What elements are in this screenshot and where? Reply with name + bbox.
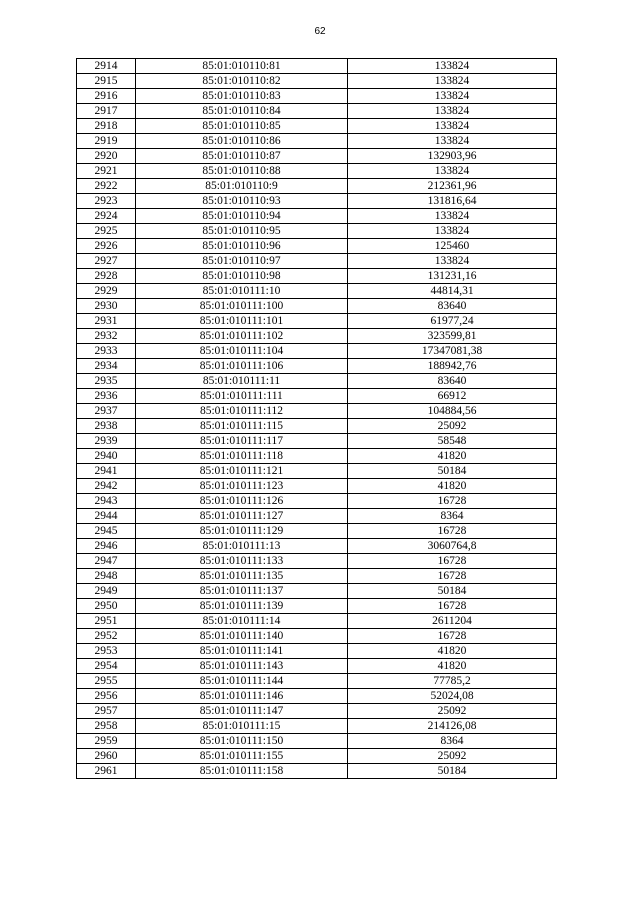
table-row bbox=[77, 734, 557, 749]
row-number-cell: 2937 bbox=[77, 404, 136, 419]
row-number-cell: 2929 bbox=[77, 284, 136, 299]
cadastral-value-cell: 16728 bbox=[348, 494, 557, 509]
table-row bbox=[77, 389, 557, 404]
row-number-cell: 2947 bbox=[77, 554, 136, 569]
row-number-cell: 2946 bbox=[77, 539, 136, 554]
cadastral-value-cell: 16728 bbox=[348, 569, 557, 584]
row-number-cell: 2915 bbox=[77, 74, 136, 89]
cadastral-value-cell: 25092 bbox=[348, 704, 557, 719]
table-row bbox=[77, 179, 557, 194]
row-number-cell: 2939 bbox=[77, 434, 136, 449]
row-number-cell: 2949 bbox=[77, 584, 136, 599]
table-row bbox=[77, 584, 557, 599]
cadastral-number-cell: 85:01:010110:85 bbox=[136, 119, 348, 134]
cadastral-value-cell: 188942,76 bbox=[348, 359, 557, 374]
cadastral-number-cell: 85:01:010111:155 bbox=[136, 749, 348, 764]
cadastral-value-cell: 133824 bbox=[348, 89, 557, 104]
row-number-cell: 2931 bbox=[77, 314, 136, 329]
row-number-cell: 2930 bbox=[77, 299, 136, 314]
table-row bbox=[77, 344, 557, 359]
cadastral-number-cell: 85:01:010110:81 bbox=[136, 59, 348, 74]
row-number-cell: 2941 bbox=[77, 464, 136, 479]
table-row bbox=[77, 74, 557, 89]
table-row bbox=[77, 659, 557, 674]
row-number-cell: 2924 bbox=[77, 209, 136, 224]
cadastral-number-cell: 85:01:010111:123 bbox=[136, 479, 348, 494]
cadastral-value-cell: 25092 bbox=[348, 419, 557, 434]
cadastral-number-cell: 85:01:010110:94 bbox=[136, 209, 348, 224]
table-row bbox=[77, 764, 557, 779]
table-row bbox=[77, 104, 557, 119]
table-row bbox=[77, 494, 557, 509]
table-row bbox=[77, 689, 557, 704]
cadastral-value-cell: 8364 bbox=[348, 509, 557, 524]
table-row bbox=[77, 164, 557, 179]
row-number-cell: 2955 bbox=[77, 674, 136, 689]
row-number-cell: 2940 bbox=[77, 449, 136, 464]
table-row bbox=[77, 359, 557, 374]
row-number-cell: 2919 bbox=[77, 134, 136, 149]
cadastral-number-cell: 85:01:010111:118 bbox=[136, 449, 348, 464]
cadastral-value-cell: 133824 bbox=[348, 224, 557, 239]
cadastral-value-cell: 16728 bbox=[348, 629, 557, 644]
row-number-cell: 2918 bbox=[77, 119, 136, 134]
table-body bbox=[77, 59, 557, 779]
cadastral-number-cell: 85:01:010111:115 bbox=[136, 419, 348, 434]
table-row bbox=[77, 329, 557, 344]
cadastral-number-cell: 85:01:010111:129 bbox=[136, 524, 348, 539]
row-number-cell: 2917 bbox=[77, 104, 136, 119]
cadastral-value-table bbox=[76, 58, 557, 779]
cadastral-value-cell: 41820 bbox=[348, 479, 557, 494]
table-row bbox=[77, 404, 557, 419]
cadastral-value-cell: 41820 bbox=[348, 449, 557, 464]
cadastral-number-cell: 85:01:010111:146 bbox=[136, 689, 348, 704]
cadastral-value-cell: 50184 bbox=[348, 464, 557, 479]
cadastral-value-cell: 3060764,8 bbox=[348, 539, 557, 554]
cadastral-number-cell: 85:01:010111:14 bbox=[136, 614, 348, 629]
table-row bbox=[77, 119, 557, 134]
cadastral-number-cell: 85:01:010111:101 bbox=[136, 314, 348, 329]
row-number-cell: 2923 bbox=[77, 194, 136, 209]
cadastral-number-cell: 85:01:010110:83 bbox=[136, 89, 348, 104]
table-row bbox=[77, 599, 557, 614]
cadastral-value-cell: 131231,16 bbox=[348, 269, 557, 284]
row-number-cell: 2951 bbox=[77, 614, 136, 629]
cadastral-value-cell: 58548 bbox=[348, 434, 557, 449]
cadastral-number-cell: 85:01:010111:121 bbox=[136, 464, 348, 479]
row-number-cell: 2952 bbox=[77, 629, 136, 644]
cadastral-value-cell: 50184 bbox=[348, 764, 557, 779]
table-row bbox=[77, 464, 557, 479]
cadastral-value-cell: 212361,96 bbox=[348, 179, 557, 194]
cadastral-number-cell: 85:01:010110:87 bbox=[136, 149, 348, 164]
row-number-cell: 2916 bbox=[77, 89, 136, 104]
table-row bbox=[77, 149, 557, 164]
cadastral-value-cell: 323599,81 bbox=[348, 329, 557, 344]
table-row bbox=[77, 509, 557, 524]
row-number-cell: 2936 bbox=[77, 389, 136, 404]
cadastral-value-cell: 17347081,38 bbox=[348, 344, 557, 359]
row-number-cell: 2920 bbox=[77, 149, 136, 164]
table-row bbox=[77, 539, 557, 554]
cadastral-value-cell: 41820 bbox=[348, 659, 557, 674]
row-number-cell: 2956 bbox=[77, 689, 136, 704]
row-number-cell: 2948 bbox=[77, 569, 136, 584]
cadastral-number-cell: 85:01:010111:117 bbox=[136, 434, 348, 449]
cadastral-number-cell: 85:01:010111:15 bbox=[136, 719, 348, 734]
row-number-cell: 2927 bbox=[77, 254, 136, 269]
table-row bbox=[77, 299, 557, 314]
cadastral-number-cell: 85:01:010111:100 bbox=[136, 299, 348, 314]
cadastral-number-cell: 85:01:010111:13 bbox=[136, 539, 348, 554]
cadastral-number-cell: 85:01:010110:98 bbox=[136, 269, 348, 284]
cadastral-number-cell: 85:01:010111:133 bbox=[136, 554, 348, 569]
cadastral-number-cell: 85:01:010111:139 bbox=[136, 599, 348, 614]
cadastral-number-cell: 85:01:010110:93 bbox=[136, 194, 348, 209]
cadastral-value-cell: 125460 bbox=[348, 239, 557, 254]
table-row bbox=[77, 134, 557, 149]
cadastral-number-cell: 85:01:010110:88 bbox=[136, 164, 348, 179]
page-number: 62 bbox=[314, 26, 326, 37]
cadastral-number-cell: 85:01:010111:135 bbox=[136, 569, 348, 584]
cadastral-value-cell: 133824 bbox=[348, 74, 557, 89]
cadastral-value-cell: 133824 bbox=[348, 119, 557, 134]
table-row bbox=[77, 194, 557, 209]
cadastral-value-cell: 77785,2 bbox=[348, 674, 557, 689]
table-row bbox=[77, 749, 557, 764]
row-number-cell: 2954 bbox=[77, 659, 136, 674]
cadastral-number-cell: 85:01:010111:112 bbox=[136, 404, 348, 419]
cadastral-number-cell: 85:01:010110:86 bbox=[136, 134, 348, 149]
cadastral-number-cell: 85:01:010111:104 bbox=[136, 344, 348, 359]
cadastral-value-cell: 16728 bbox=[348, 599, 557, 614]
table-row bbox=[77, 629, 557, 644]
cadastral-value-cell: 132903,96 bbox=[348, 149, 557, 164]
cadastral-value-cell: 83640 bbox=[348, 374, 557, 389]
row-number-cell: 2935 bbox=[77, 374, 136, 389]
table-row bbox=[77, 314, 557, 329]
cadastral-value-cell: 44814,31 bbox=[348, 284, 557, 299]
cadastral-number-cell: 85:01:010111:10 bbox=[136, 284, 348, 299]
cadastral-number-cell: 85:01:010111:137 bbox=[136, 584, 348, 599]
cadastral-number-cell: 85:01:010110:96 bbox=[136, 239, 348, 254]
table-row bbox=[77, 674, 557, 689]
cadastral-value-cell: 50184 bbox=[348, 584, 557, 599]
cadastral-number-cell: 85:01:010111:11 bbox=[136, 374, 348, 389]
cadastral-value-cell: 104884,56 bbox=[348, 404, 557, 419]
table-row bbox=[77, 479, 557, 494]
row-number-cell: 2922 bbox=[77, 179, 136, 194]
cadastral-value-cell: 8364 bbox=[348, 734, 557, 749]
cadastral-number-cell: 85:01:010111:111 bbox=[136, 389, 348, 404]
cadastral-value-cell: 133824 bbox=[348, 59, 557, 74]
row-number-cell: 2953 bbox=[77, 644, 136, 659]
table-row bbox=[77, 419, 557, 434]
row-number-cell: 2961 bbox=[77, 764, 136, 779]
table-row bbox=[77, 569, 557, 584]
row-number-cell: 2950 bbox=[77, 599, 136, 614]
cadastral-number-cell: 85:01:010111:106 bbox=[136, 359, 348, 374]
cadastral-number-cell: 85:01:010111:147 bbox=[136, 704, 348, 719]
cadastral-number-cell: 85:01:010110:9 bbox=[136, 179, 348, 194]
table-row bbox=[77, 449, 557, 464]
table-row bbox=[77, 554, 557, 569]
table-row bbox=[77, 284, 557, 299]
table-row bbox=[77, 614, 557, 629]
row-number-cell: 2914 bbox=[77, 59, 136, 74]
cadastral-value-cell: 133824 bbox=[348, 254, 557, 269]
table-row bbox=[77, 644, 557, 659]
cadastral-value-cell: 133824 bbox=[348, 134, 557, 149]
row-number-cell: 2938 bbox=[77, 419, 136, 434]
table-row bbox=[77, 524, 557, 539]
table-row bbox=[77, 254, 557, 269]
row-number-cell: 2944 bbox=[77, 509, 136, 524]
cadastral-value-cell: 133824 bbox=[348, 104, 557, 119]
cadastral-value-cell: 2611204 bbox=[348, 614, 557, 629]
row-number-cell: 2932 bbox=[77, 329, 136, 344]
row-number-cell: 2928 bbox=[77, 269, 136, 284]
cadastral-number-cell: 85:01:010111:102 bbox=[136, 329, 348, 344]
table-row bbox=[77, 89, 557, 104]
cadastral-number-cell: 85:01:010111:140 bbox=[136, 629, 348, 644]
cadastral-number-cell: 85:01:010111:150 bbox=[136, 734, 348, 749]
cadastral-value-cell: 131816,64 bbox=[348, 194, 557, 209]
cadastral-number-cell: 85:01:010111:126 bbox=[136, 494, 348, 509]
row-number-cell: 2926 bbox=[77, 239, 136, 254]
table-row bbox=[77, 224, 557, 239]
row-number-cell: 2921 bbox=[77, 164, 136, 179]
row-number-cell: 2925 bbox=[77, 224, 136, 239]
cadastral-number-cell: 85:01:010111:141 bbox=[136, 644, 348, 659]
row-number-cell: 2945 bbox=[77, 524, 136, 539]
row-number-cell: 2959 bbox=[77, 734, 136, 749]
table-row bbox=[77, 239, 557, 254]
cadastral-value-cell: 133824 bbox=[348, 164, 557, 179]
table-row bbox=[77, 704, 557, 719]
cadastral-value-cell: 214126,08 bbox=[348, 719, 557, 734]
cadastral-value-cell: 16728 bbox=[348, 554, 557, 569]
cadastral-value-cell: 16728 bbox=[348, 524, 557, 539]
row-number-cell: 2943 bbox=[77, 494, 136, 509]
cadastral-value-cell: 52024,08 bbox=[348, 689, 557, 704]
cadastral-value-cell: 66912 bbox=[348, 389, 557, 404]
cadastral-number-cell: 85:01:010110:95 bbox=[136, 224, 348, 239]
table-row bbox=[77, 269, 557, 284]
cadastral-value-cell: 83640 bbox=[348, 299, 557, 314]
table-row bbox=[77, 374, 557, 389]
cadastral-value-cell: 61977,24 bbox=[348, 314, 557, 329]
cadastral-value-cell: 25092 bbox=[348, 749, 557, 764]
cadastral-value-cell: 41820 bbox=[348, 644, 557, 659]
cadastral-number-cell: 85:01:010111:144 bbox=[136, 674, 348, 689]
cadastral-number-cell: 85:01:010110:82 bbox=[136, 74, 348, 89]
row-number-cell: 2942 bbox=[77, 479, 136, 494]
row-number-cell: 2934 bbox=[77, 359, 136, 374]
row-number-cell: 2933 bbox=[77, 344, 136, 359]
table-row bbox=[77, 434, 557, 449]
table-row bbox=[77, 209, 557, 224]
row-number-cell: 2958 bbox=[77, 719, 136, 734]
table-row bbox=[77, 719, 557, 734]
row-number-cell: 2957 bbox=[77, 704, 136, 719]
cadastral-number-cell: 85:01:010110:84 bbox=[136, 104, 348, 119]
cadastral-number-cell: 85:01:010111:158 bbox=[136, 764, 348, 779]
cadastral-value-cell: 133824 bbox=[348, 209, 557, 224]
cadastral-number-cell: 85:01:010110:97 bbox=[136, 254, 348, 269]
cadastral-number-cell: 85:01:010111:127 bbox=[136, 509, 348, 524]
row-number-cell: 2960 bbox=[77, 749, 136, 764]
cadastral-number-cell: 85:01:010111:143 bbox=[136, 659, 348, 674]
table-row bbox=[77, 59, 557, 74]
